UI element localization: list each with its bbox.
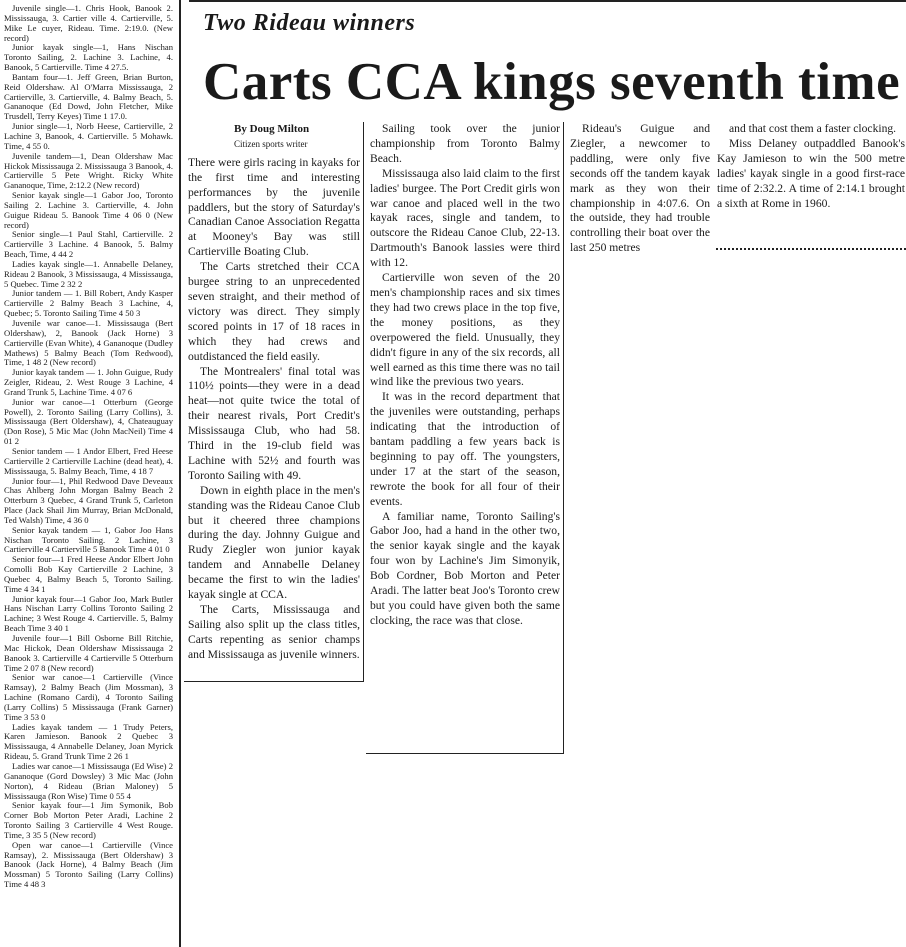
- result-entry: Senior war canoe—1 Cartierville (Vince Ramsay), 2 Balmy Beach (Jim Mossman), 3 Lachine (Romano Cardi), 4 Toronto Sailing (Larry Collins) 5 Mississauga (Frank Garner) Time 3 53 0: [4, 672, 173, 722]
- article-paragraph: The Carts stretched their CCA burgee string to an unprecedented seven straight, and their method of victory was direct. They simply scored points in 17 of 18 races in which they had crews and outdistanced the field easily.: [188, 260, 360, 363]
- article-paragraph: Down in eighth place in the men's standing was the Rideau Canoe Club but it cheered three champions during the day. Johnny Guigue and Rudy Ziegler won junior kayak tandem and Annabelle Delaney became the first to win the ladies' kayak single at CCA.: [188, 483, 360, 602]
- result-entry: Senior kayak single—1 Gabor Joo, Toronto Sailing 2. Lachine 3. Cartierville, 4. John Guigue Rideau 5. Banook Time 4 06 0 (New record): [4, 190, 173, 230]
- article-column-4: [717, 122, 905, 262]
- article-paragraph: It was in the record department that the juveniles were outstanding, perhaps indicating that the introduction of bantam paddling a few years back is beginning to pay off. The youngsters, under 17 at the start of the season, rewrote the book for all four of their events.: [370, 390, 560, 508]
- article-paragraph: The Carts, Mississauga and Sailing also split up the class titles, Carts repenting as senior champs and Mississauga as juvenile winners.: [188, 603, 360, 661]
- article-paragraph: There were girls racing in kayaks for the first time and interesting performances by the juvenile paddlers, but the story of Saturday's Canadian Canoe Association Regatta at Mooney's Bay was still Cartierville Boating Club.: [188, 155, 360, 259]
- col3-body: [570, 122, 710, 256]
- result-entry: Juvenile single—1. Chris Hook, Banook 2. Mississauga, 3. Cartier ville 4. Cartierville, 5. Mike Le cuyer, Rideau. Time. 2:19.0. (New record): [4, 3, 173, 43]
- result-entry: Senior single—1 Paul Stahl, Cartierville. 2 Cartierville 3 Lachine. 4 Banook, 5. Balmy Beach, Time, 4 44 2: [4, 229, 173, 260]
- article-column-3: [570, 122, 710, 262]
- article-paragraph: Rideau's Guigue and Ziegler, a newcomer to paddling, were only five seconds off the tandem kayak mark as they won their championship in 4:07.6. On the outside, they had trouble controlling their boat over the last 250 metres: [570, 122, 710, 255]
- byline-subtitle: Citizen sports writer: [234, 138, 308, 149]
- result-entry: Junior kayak four—1 Gabor Joo, Mark Butler Hans Nischan Larry Collins Toronto Sailing 2 Lachine; 3 West Rouge 4. Cartierville. 5, Balmy Beach Time 3 40 1: [4, 593, 173, 634]
- main-headline: Carts CCA kings seventh time: [203, 53, 901, 111]
- article-paragraph: Miss Delaney outpaddled Banook's Kay Jamieson to win the 500 metre ladies' kayak single in a good first-race time of 2:32.2. A time of 2:14.1 brought a sixth at Rome in 1960.: [717, 136, 905, 210]
- result-entry: Juvenile war canoe—1. Mississauga (Bert Oldershaw), 2, Banook (Jack Horne) 3 Cartierville (Evan White), 4 Gananoque (Dudley Mathews) 5 Balmy Beach (Tom Redwood), Time, 1 48 2 (New record): [4, 318, 173, 368]
- result-entry: Juvenile four—1 Bill Osborne Bill Ritchie, Mac Hickok, Dean Oldershaw Mississauga 2 Banook 3. Cartierville 4 Cartierville 5 Otterburn Time 2 07 8 (New record): [4, 633, 173, 673]
- article-paragraph: Cartierville won seven of the 20 men's championship races and six times they had two crews place in the top five, the money positions, as they overpowered the field. Unusually, they didn't figure in any of the six records, all well earned as this time there was no tail wind like the previous two years.: [370, 271, 560, 389]
- result-entry: Junior kayak single—1, Hans Nischan Toronto Sailing, 2. Lachine 3. Lachine, 4. Banook, 5 Cartierville. Time 4 27.5.: [4, 42, 173, 73]
- result-entry: Ladies war canoe—1 Mississauga (Ed Wise) 2 Gananoque (Gord Dowsley) 3 Mic Mac (John Norton), 4 Rideau (Brian Maloney) 5 Mississauga (Ron Wise) Time 0 55 4: [4, 760, 173, 801]
- kicker-headline: Two Rideau winners: [203, 10, 416, 36]
- result-entry: Junior war canoe—1 Otterburn (George Powell), 2. Toronto Sailing (Larry Collins), 3. Mississauga (Bert Oldershaw), 4, Chateauguay (Don Rose), 5 Mic Mac (John MacNeil) Time 4 01 2: [4, 396, 173, 447]
- article-paragraph: and that cost them a faster clocking.: [729, 122, 897, 135]
- result-entry: Junior single—1, Norb Heese, Cartierville, 2 Lachine 3, Banook, 4. Cartierville. 5 Mohawk. Time, 4 55 0.: [4, 121, 173, 151]
- result-entry: Ladies kayak single—1. Annabelle Delaney, Rideau 2 Banook, 3 Mississauga, 4 Mississauga, 5 Quebec. Time 2 32 2: [4, 258, 173, 289]
- byline: By Doug Milton: [234, 123, 310, 135]
- article-paragraph: Mississauga also laid claim to the first ladies' burgee. The Port Credit girls won war canoe and placed well in the two kayak races, single and tandem, to outscore the Rideau Canoe Club, 22-13. Dartmouth's Banook lassies were third with 12.: [370, 166, 560, 270]
- result-entry: Ladies kayak tandem — 1 Trudy Peters, Karen Jamieson. Banook 2 Quebec 3 Mississauga, 4 Annabelle Delaney, Joan Myrick Rideau, 5. Grand Trunk Time 2 26 1: [4, 721, 173, 762]
- col1-body: [188, 156, 360, 663]
- col4-body: [717, 122, 905, 211]
- result-entry: Senior kayak tandem — 1, Gabor Joo Hans Nischan Toronto Sailing. 2 Lachine, 3 Cartierville 4 Cartierville 5 Banook Time 4 01 0: [4, 524, 173, 555]
- result-entry: Bantam four—1. Jeff Green, Brian Burton, Reid Oldershaw. Al O'Marra Mississauga, 2 Cartierville, 3. Cartierville, 4. Balmy Beach, 5. Gananoque (Ed Dowd, John Fletcher, Mike Trusdell, Terry Keyes) Time 1 17.0.: [4, 71, 173, 122]
- article-paragraph: A familiar name, Toronto Sailing's Gabor Joo, had a hand in the other two, the senior kayak single and the kayak four won by Lachine's Jim Simonyik, Bob Cordner, Bob Morton and Peter Aradi. The latter beat Joo's Toronto crew but you could have given both the same clocking, the race was that close.: [370, 509, 560, 627]
- article-paragraph: Sailing took over the junior championship from Toronto Balmy Beach.: [370, 122, 560, 165]
- result-entry: Senior tandem — 1 Andor Elbert, Fred Heese Cartierville 2 Cartierville Lachine (dead heat), 4. Mississauga, 5. Balmy Beach, Time, 4 18 7: [4, 445, 173, 476]
- article-column-1: [188, 122, 360, 682]
- result-entry: Junior four—1, Phil Redwood Dave Deveaux Chas Ahlberg John Morgan Balmy Beach 2 Otterburn 3 Quebec, 4 Grand Trunk 5, Carleton Place (Jack Shail Jim Murray, Brian McDonald, Ted Walsh) Time, 4 36 0: [4, 475, 173, 525]
- col2-body: [370, 122, 560, 629]
- article-paragraph: The Montrealers' final total was 110½ points—they were in a dead heat—not quite twice the total of their nearest rivals, Port Credit's Mississauga Club, who had 58. Third in the 19-club field was Lachine with 52½ and fourth was Toronto Sailing with 49.: [188, 364, 360, 482]
- result-entry: Juvenile tandem—1, Dean Oldershaw Mac Hickok Mississauga 2. Mississauga 3 Banook, 4. Cartierville 5 Pete Wright. Ricky White Gananoque, Time, 2:12.2 (New record): [4, 150, 173, 191]
- results-column: [0, 0, 181, 947]
- result-entry: Junior tandem — 1. Bill Robert, Andy Kasper Cartierville 2 Balmy Beach 3 Lachine, 4, Quebec; 5. Toronto Sailing Time 4 50 3: [4, 288, 173, 319]
- result-entry: Senior four—1 Fred Heese Andor Elbert John Comolli Bob Kay Cartierville 2 Lachine, 3 Quebec 4, Balmy Beach 5, Toronto Sailing. Time 4 34 1: [4, 554, 173, 594]
- result-entry: Open war canoe—1 Cartierville (Vince Ramsay), 2. Mississauga (Bert Oldershaw) 3 Banook (Jack Horne), 4 Balmy Beach (Jim Mossman) 5 Toronto Sailing (Larry Collins) Time 4 48 3: [4, 839, 173, 890]
- article-column-2: [370, 122, 560, 752]
- end-dotted-rule: [716, 248, 906, 254]
- result-entry: Junior kayak tandem — 1. John Guigue, Rudy Zeigler, Rideau, 2. West Rouge 3 Lachine, 4 Grand Trunk 5, Lachine Time. 4 07 6: [4, 367, 173, 397]
- top-rule: [189, 0, 906, 2]
- result-entry: Senior kayak four—1 Jim Symonik, Bob Corner Bob Morton Peter Aradi, Lachine 2 Toronto Sailing 3 Cartierville 4 West Rouge. Time, 3 35 5 (New record): [4, 800, 173, 840]
